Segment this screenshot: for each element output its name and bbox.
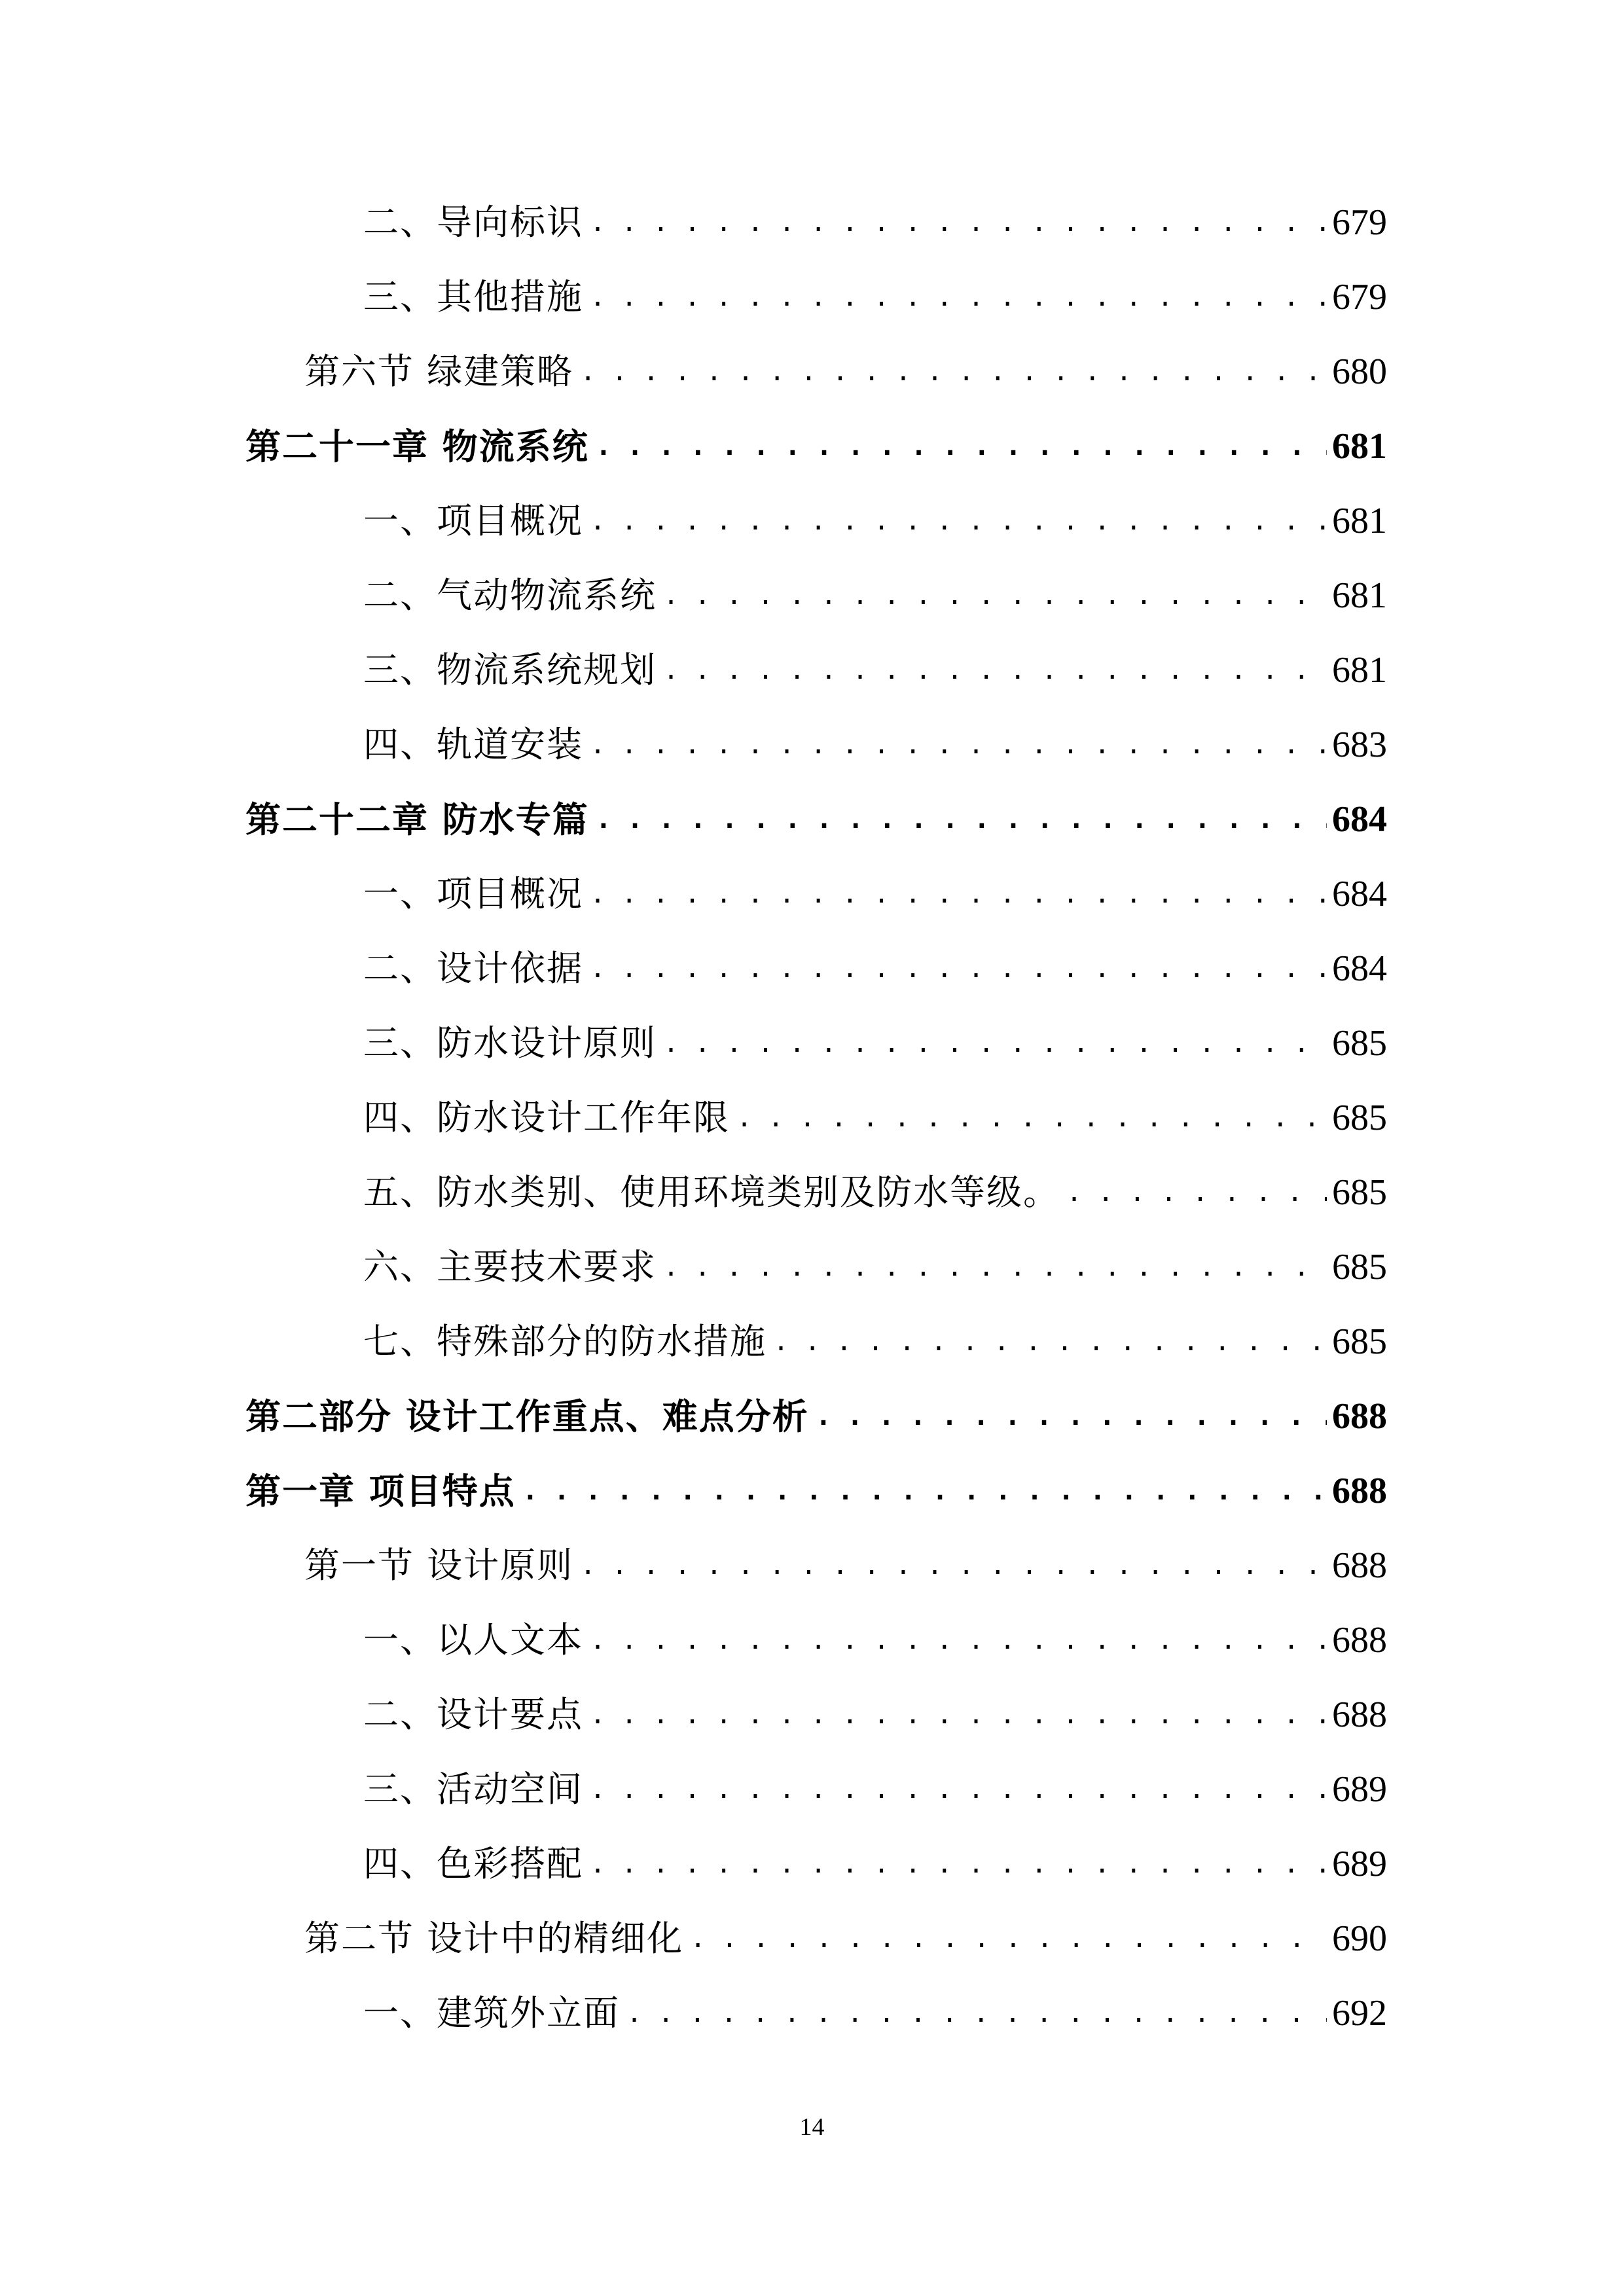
toc-leader-dots [690,1909,1327,1968]
toc-leader-dots [590,865,1327,924]
toc-leader-dots [590,1611,1327,1670]
toc-entry-page: 684 [1332,799,1387,840]
toc-entry-page: 681 [1332,426,1387,467]
toc-entry-title: 四、色彩搭配 [363,1843,583,1884]
toc-entry[interactable] [245,790,1387,849]
toc-entry[interactable] [363,1760,1387,1819]
toc-entry-page: 688 [1332,1545,1387,1586]
toc-entry-title: 七、特殊部分的防水措施 [363,1321,767,1362]
toc-leader-dots [626,1984,1327,2043]
toc-entry[interactable] [363,715,1387,774]
toc-leader-dots [590,715,1327,774]
toc-entry-title: 一、以人文本 [363,1619,583,1660]
toc-leader-dots [590,193,1327,252]
toc-entry[interactable] [245,1387,1387,1446]
toc-entry-page: 689 [1332,1769,1387,1810]
toc-entry-page: 685 [1332,1321,1387,1362]
toc-entry[interactable] [363,566,1387,625]
toc-entry[interactable] [363,1611,1387,1670]
toc-entry-title: 六、主要技术要求 [363,1246,657,1287]
toc-entry-page: 681 [1332,501,1387,541]
toc-entry-page: 688 [1332,1471,1387,1511]
toc-leader-dots [590,492,1327,550]
toc-entry-page: 681 [1332,650,1387,691]
toc-leader-dots [663,1238,1327,1297]
toc-entry[interactable] [363,1088,1387,1147]
toc-entry-title: 二、导向标识 [363,202,583,243]
toc-entry[interactable] [304,342,1387,401]
toc-leader-dots [590,939,1327,998]
toc-entry[interactable] [363,1014,1387,1073]
toc-leader-dots [773,1312,1327,1371]
toc-entry[interactable] [304,1536,1387,1595]
toc-leader-dots [736,1088,1327,1147]
toc-entry-page: 679 [1332,277,1387,317]
toc-entry[interactable] [363,1163,1387,1222]
toc-leader-dots [580,1536,1327,1595]
toc-entry-page: 680 [1332,351,1387,392]
toc-entry[interactable] [363,1312,1387,1371]
toc-entry-title: 第二十一章 物流系统 [245,425,589,467]
toc-leader-dots [1066,1163,1327,1222]
toc-entry[interactable] [245,1462,1387,1520]
toc-entry-page: 685 [1332,1172,1387,1213]
toc-leader-dots [590,268,1327,327]
toc-leader-dots [590,1685,1327,1744]
toc-leader-dots [580,342,1327,401]
toc-entry[interactable] [363,1835,1387,1893]
toc-entry-title: 第一章 项目特点 [245,1470,516,1512]
toc-entry-title: 二、设计要点 [363,1694,583,1735]
toc-entry-page: 688 [1332,1620,1387,1660]
toc-entry-title: 三、物流系统规划 [363,649,657,691]
toc-entry-title: 四、轨道安装 [363,724,583,765]
toc-leader-dots [816,1387,1327,1446]
page-number: 14 [799,2113,825,2141]
toc-entry[interactable] [363,1984,1387,2043]
toc-entry-title: 一、项目概况 [363,873,583,914]
toc-leader-dots [663,1014,1327,1073]
toc-entry-title: 二、气动物流系统 [363,575,657,616]
toc-leader-dots [522,1462,1327,1520]
toc-leader-dots [590,1835,1327,1893]
toc-entry[interactable] [363,865,1387,924]
toc-entry-page: 685 [1332,1098,1387,1138]
toc-entry[interactable] [363,268,1387,327]
toc-entry-page: 684 [1332,874,1387,914]
toc-entry-title: 三、防水设计原则 [363,1022,657,1064]
toc-entry-page: 688 [1332,1695,1387,1735]
toc-entry-title: 四、防水设计工作年限 [363,1097,730,1138]
toc-entry-page: 681 [1332,575,1387,616]
toc-entry-title: 第二十二章 防水专篇 [245,798,589,840]
toc-entry[interactable] [363,1685,1387,1744]
toc-entry-page: 690 [1332,1918,1387,1959]
toc-entry[interactable] [363,1238,1387,1297]
toc-leader-dots [663,566,1327,625]
toc-leader-dots [596,417,1327,476]
toc-entry[interactable] [363,193,1387,252]
toc-entry-page: 679 [1332,202,1387,243]
toc-entry-page: 683 [1332,725,1387,765]
toc-entry-title: 三、活动空间 [363,1768,583,1810]
toc-entry-title: 第六节 绿建策略 [304,351,574,392]
toc-entry-title: 一、项目概况 [363,500,583,541]
toc-leader-dots [590,1760,1327,1819]
toc-entry[interactable] [304,1909,1387,1968]
toc-entry-title: 二、设计依据 [363,948,583,989]
toc-entry-title: 一、建筑外立面 [363,1992,620,2034]
toc-entry-title: 第二节 设计中的精细化 [304,1918,684,1959]
toc-leader-dots [596,790,1327,849]
toc-entry-title: 三、其他措施 [363,276,583,317]
toc-entry[interactable] [245,417,1387,476]
toc-entry-page: 688 [1332,1396,1387,1437]
toc-entry-page: 685 [1332,1247,1387,1287]
toc-entry-title: 第二部分 设计工作重点、难点分析 [245,1395,809,1437]
toc-entry-page: 684 [1332,948,1387,989]
toc-entry[interactable] [363,492,1387,550]
toc-entry-page: 692 [1332,1993,1387,2034]
toc-entry-page: 685 [1332,1023,1387,1064]
toc-entry-page: 689 [1332,1844,1387,1884]
toc-leader-dots [663,641,1327,700]
toc-entry-title: 第一节 设计原则 [304,1545,574,1586]
toc-entry[interactable] [363,939,1387,998]
toc-entry[interactable] [363,641,1387,700]
toc-entry-title: 五、防水类别、使用环境类别及防水等级。 [363,1172,1060,1213]
